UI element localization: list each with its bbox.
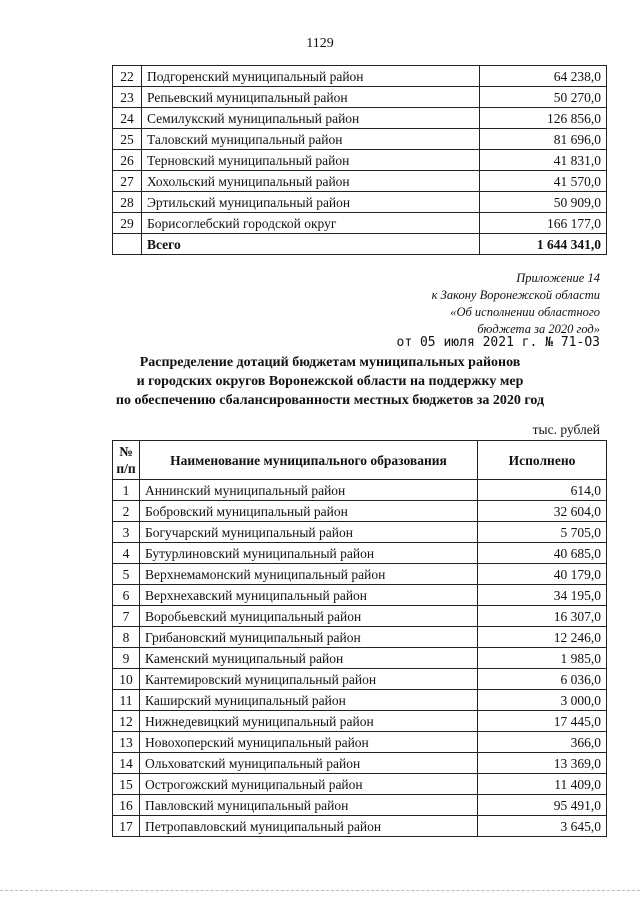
row-value: 16 307,0 <box>478 606 607 627</box>
row-name: Таловский муниципальный район <box>142 129 480 150</box>
header-number-line2: п/п <box>116 461 136 476</box>
row-number: 28 <box>113 192 142 213</box>
row-value: 3 645,0 <box>478 816 607 837</box>
row-name: Воробьевский муниципальный район <box>140 606 478 627</box>
title-line: и городских округов Воронежской области на поддержку мер <box>136 374 524 389</box>
document-title <box>60 353 600 410</box>
appendix-line: Приложение 14 <box>516 271 600 285</box>
table-row <box>113 501 607 522</box>
row-name: Ольховатский муниципальный район <box>140 753 478 774</box>
row-name: Новохоперский муниципальный район <box>140 732 478 753</box>
table-row <box>113 648 607 669</box>
row-number: 13 <box>113 732 140 753</box>
table-row <box>113 732 607 753</box>
row-number: 17 <box>113 816 140 837</box>
header-number <box>113 441 140 480</box>
page-number: 1129 <box>306 36 334 51</box>
row-value: 34 195,0 <box>478 585 607 606</box>
row-value: 12 246,0 <box>478 627 607 648</box>
row-name: Каширский муниципальный район <box>140 690 478 711</box>
table-row <box>113 627 607 648</box>
row-value: 366,0 <box>478 732 607 753</box>
table-row <box>113 108 607 129</box>
row-number: 6 <box>113 585 140 606</box>
table-row <box>113 564 607 585</box>
table-row <box>113 606 607 627</box>
row-name: Бутурлиновский муниципальный район <box>140 543 478 564</box>
row-number: 2 <box>113 501 140 522</box>
total-value: 1 644 341,0 <box>480 234 607 255</box>
row-value: 81 696,0 <box>480 129 607 150</box>
table-row <box>113 150 607 171</box>
units-label: тыс. рублей <box>532 422 600 437</box>
table-row <box>113 669 607 690</box>
row-name: Каменский муниципальный район <box>140 648 478 669</box>
table-row <box>113 543 607 564</box>
row-number: 1 <box>113 480 140 501</box>
row-number: 27 <box>113 171 142 192</box>
table-row <box>113 66 607 87</box>
row-name: Богучарский муниципальный район <box>140 522 478 543</box>
row-value: 3 000,0 <box>478 690 607 711</box>
row-value: 50 270,0 <box>480 87 607 108</box>
row-name: Аннинский муниципальный район <box>140 480 478 501</box>
row-number: 14 <box>113 753 140 774</box>
appendix-note <box>432 270 600 338</box>
row-value: 41 570,0 <box>480 171 607 192</box>
continuation-table <box>112 65 607 255</box>
row-value: 614,0 <box>478 480 607 501</box>
row-number: 11 <box>113 690 140 711</box>
row-number: 12 <box>113 711 140 732</box>
table-row <box>113 711 607 732</box>
table-header-row <box>113 441 607 480</box>
footer-divider <box>0 890 640 891</box>
row-value: 166 177,0 <box>480 213 607 234</box>
row-number: 3 <box>113 522 140 543</box>
row-name: Репьевский муниципальный район <box>142 87 480 108</box>
header-number-line1: № <box>119 444 133 459</box>
header-name: Наименование муниципального образования <box>140 441 478 480</box>
row-value: 40 179,0 <box>478 564 607 585</box>
decree-reference: от 05 июля 2021 г. № 71-ОЗ <box>396 335 600 350</box>
table-row <box>113 795 607 816</box>
title-line: Распределение дотаций бюджетам муниципальных районов <box>139 355 521 370</box>
row-value: 41 831,0 <box>480 150 607 171</box>
row-name: Бобровский муниципальный район <box>140 501 478 522</box>
appendix-line: «Об исполнении областного <box>450 305 600 319</box>
table-row <box>113 87 607 108</box>
row-name: Павловский муниципальный район <box>140 795 478 816</box>
row-number: 22 <box>113 66 142 87</box>
row-number: 8 <box>113 627 140 648</box>
row-name: Петропавловский муниципальный район <box>140 816 478 837</box>
row-value: 6 036,0 <box>478 669 607 690</box>
row-value: 13 369,0 <box>478 753 607 774</box>
table-row <box>113 522 607 543</box>
row-number: 29 <box>113 213 142 234</box>
row-name: Кантемировский муниципальный район <box>140 669 478 690</box>
table-row <box>113 753 607 774</box>
appendix-line: к Закону Воронежской области <box>431 288 600 302</box>
row-value: 5 705,0 <box>478 522 607 543</box>
table-row <box>113 774 607 795</box>
row-name: Хохольский муниципальный район <box>142 171 480 192</box>
row-number: 9 <box>113 648 140 669</box>
row-value: 11 409,0 <box>478 774 607 795</box>
row-name: Эртильский муниципальный район <box>142 192 480 213</box>
row-name: Подгоренский муниципальный район <box>142 66 480 87</box>
row-name: Грибановский муниципальный район <box>140 627 478 648</box>
subsidies-table <box>112 440 607 837</box>
row-number: 26 <box>113 150 142 171</box>
table-row <box>113 585 607 606</box>
row-number: 4 <box>113 543 140 564</box>
row-value: 40 685,0 <box>478 543 607 564</box>
row-value: 17 445,0 <box>478 711 607 732</box>
title-line: по обеспечению сбалансированности местных бюджетов за 2020 год <box>115 393 545 408</box>
row-number: 5 <box>113 564 140 585</box>
table-row <box>113 171 607 192</box>
row-name: Верхнехавский муниципальный район <box>140 585 478 606</box>
row-number: 15 <box>113 774 140 795</box>
row-name: Острогожский муниципальный район <box>140 774 478 795</box>
row-name: Борисоглебский городской округ <box>142 213 480 234</box>
row-name: Терновский муниципальный район <box>142 150 480 171</box>
row-value: 95 491,0 <box>478 795 607 816</box>
appendix-line: бюджета за 2020 год» <box>477 322 600 336</box>
row-value: 126 856,0 <box>480 108 607 129</box>
row-number: 16 <box>113 795 140 816</box>
row-value: 32 604,0 <box>478 501 607 522</box>
table-row <box>113 816 607 837</box>
total-row <box>113 234 607 255</box>
row-value: 1 985,0 <box>478 648 607 669</box>
row-number: 10 <box>113 669 140 690</box>
row-number: 24 <box>113 108 142 129</box>
table-row <box>113 192 607 213</box>
row-name: Верхнемамонский муниципальный район <box>140 564 478 585</box>
row-name: Нижнедевицкий муниципальный район <box>140 711 478 732</box>
table-row <box>113 129 607 150</box>
row-value: 64 238,0 <box>480 66 607 87</box>
total-label: Всего <box>142 234 480 255</box>
table-row <box>113 690 607 711</box>
header-value: Исполнено <box>478 441 607 480</box>
table-row <box>113 213 607 234</box>
row-number: 7 <box>113 606 140 627</box>
total-number-cell <box>113 234 142 255</box>
row-number: 25 <box>113 129 142 150</box>
table-row <box>113 480 607 501</box>
row-name: Семилукский муниципальный район <box>142 108 480 129</box>
row-number: 23 <box>113 87 142 108</box>
row-value: 50 909,0 <box>480 192 607 213</box>
